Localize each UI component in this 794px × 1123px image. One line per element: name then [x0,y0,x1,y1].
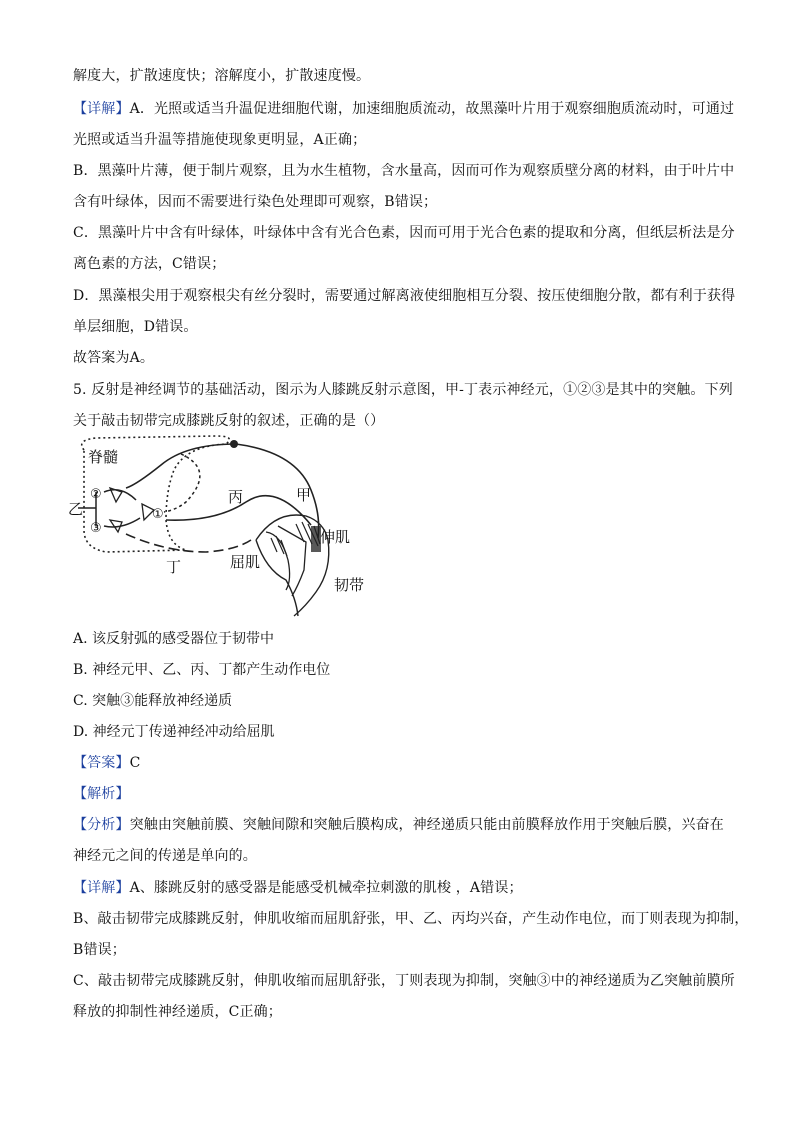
detail-tag: 【详解】 [73,101,130,117]
analysis-line: B、敲击韧带完成膝跳反射，伸肌收缩而屈肌舒张，甲、乙、丙均兴奋，产生动作电位，而丁则表现为抑制， [73,911,749,927]
text-line: 含有叶绿体，因而不需要进行染色处理即可观察，B错误； [73,194,438,210]
question-stem: 关于敲击韧带完成膝跳反射的叙述，正确的是（） [73,413,385,429]
label-ligament: 韧带 [334,576,365,594]
label-jia: 甲 [296,486,312,504]
analysis-line: 神经元之间的传递是单向的。 [73,848,257,864]
analysis-header: 【解析】 [73,786,130,802]
option-d: D. 神经元丁传递神经冲动给屈肌 [73,724,275,740]
label-synapse-1: ① [152,507,164,522]
answer-line [73,753,140,773]
label-synapse-3: ③ [90,521,102,536]
question-stem: 5. 反射是神经调节的基础活动，图示为人膝跳反射示意图，甲-丁表示神经元，①②③是其中的突触。下列 [73,382,733,398]
detail-tag: 【详解】 [73,880,130,896]
label-yi: 乙 [68,500,84,518]
text-line: B．黑藻叶片薄，便于制片观察，且为水生植物，含水量高，因而可作为观察质壁分离的材料，由于叶片中 [73,163,735,179]
option-c: C. 突触③能释放神经递质 [73,693,233,709]
analysis-line: 【分析】突触由突触前膜、突触间隙和突触后膜构成，神经递质只能由前膜释放作用于突触后膜，兴奋在 [73,817,724,833]
text-line: 解度大，扩散速度快；溶解度小，扩散速度慢。 [73,68,371,84]
label-spinal-cord: 脊髓 [88,448,119,466]
analysis-tag: 【分析】 [73,817,130,833]
text-line: 故答案为A。 [73,350,155,366]
text-line: 【详解】A．光照或适当升温促进细胞代谢，加速细胞质流动，故黑藻叶片用于观察细胞质流动时，可通过 [73,101,735,117]
analysis-line: B错误； [73,942,126,958]
option-a: A. 该反射弧的感受器位于韧带中 [73,631,275,647]
analysis-line: 释放的抑制性神经递质，C正确； [73,1004,282,1020]
text-line: 光照或适当升温等措施使现象更明显，A正确； [73,132,367,148]
label-bing: 丙 [228,488,244,506]
answer-value: C [129,755,141,771]
answer-tag: 【答案】 [73,755,130,771]
text-line: D．黑藻根尖用于观察根尖有丝分裂时，需要通过解离液使细胞相互分裂、按压使细胞分散，都有利于获得 [73,288,736,304]
neuron-ding [126,534,251,552]
label-flexor: 屈肌 [230,553,261,571]
receptor-dot [230,440,238,448]
label-ding: 丁 [166,558,182,576]
option-b: B. 神经元甲、乙、丙、丁都产生动作电位 [73,662,331,678]
neuron-bing [164,454,200,512]
analysis-line: C、敲击韧带完成膝跳反射，伸肌收缩而屈肌舒张，丁则表现为抑制，突触③中的神经递质为乙突触前膜所 [73,973,735,989]
analysis-line: 【详解】A、膝跳反射的感受器是能感受机械牵拉刺激的肌梭 ，A错误； [73,880,523,896]
reflex-diagram [66,430,376,622]
label-extensor: 伸肌 [320,528,351,546]
text-line: C．黑藻叶片中含有叶绿体，叶绿体中含有光合色素，因而可用于光合色素的提取和分离，但纸层析法是分 [73,225,735,241]
label-synapse-2: ② [90,487,102,502]
text-line: 离色素的方法，C错误； [73,256,226,272]
text-line: 单层细胞，D错误。 [73,319,198,335]
